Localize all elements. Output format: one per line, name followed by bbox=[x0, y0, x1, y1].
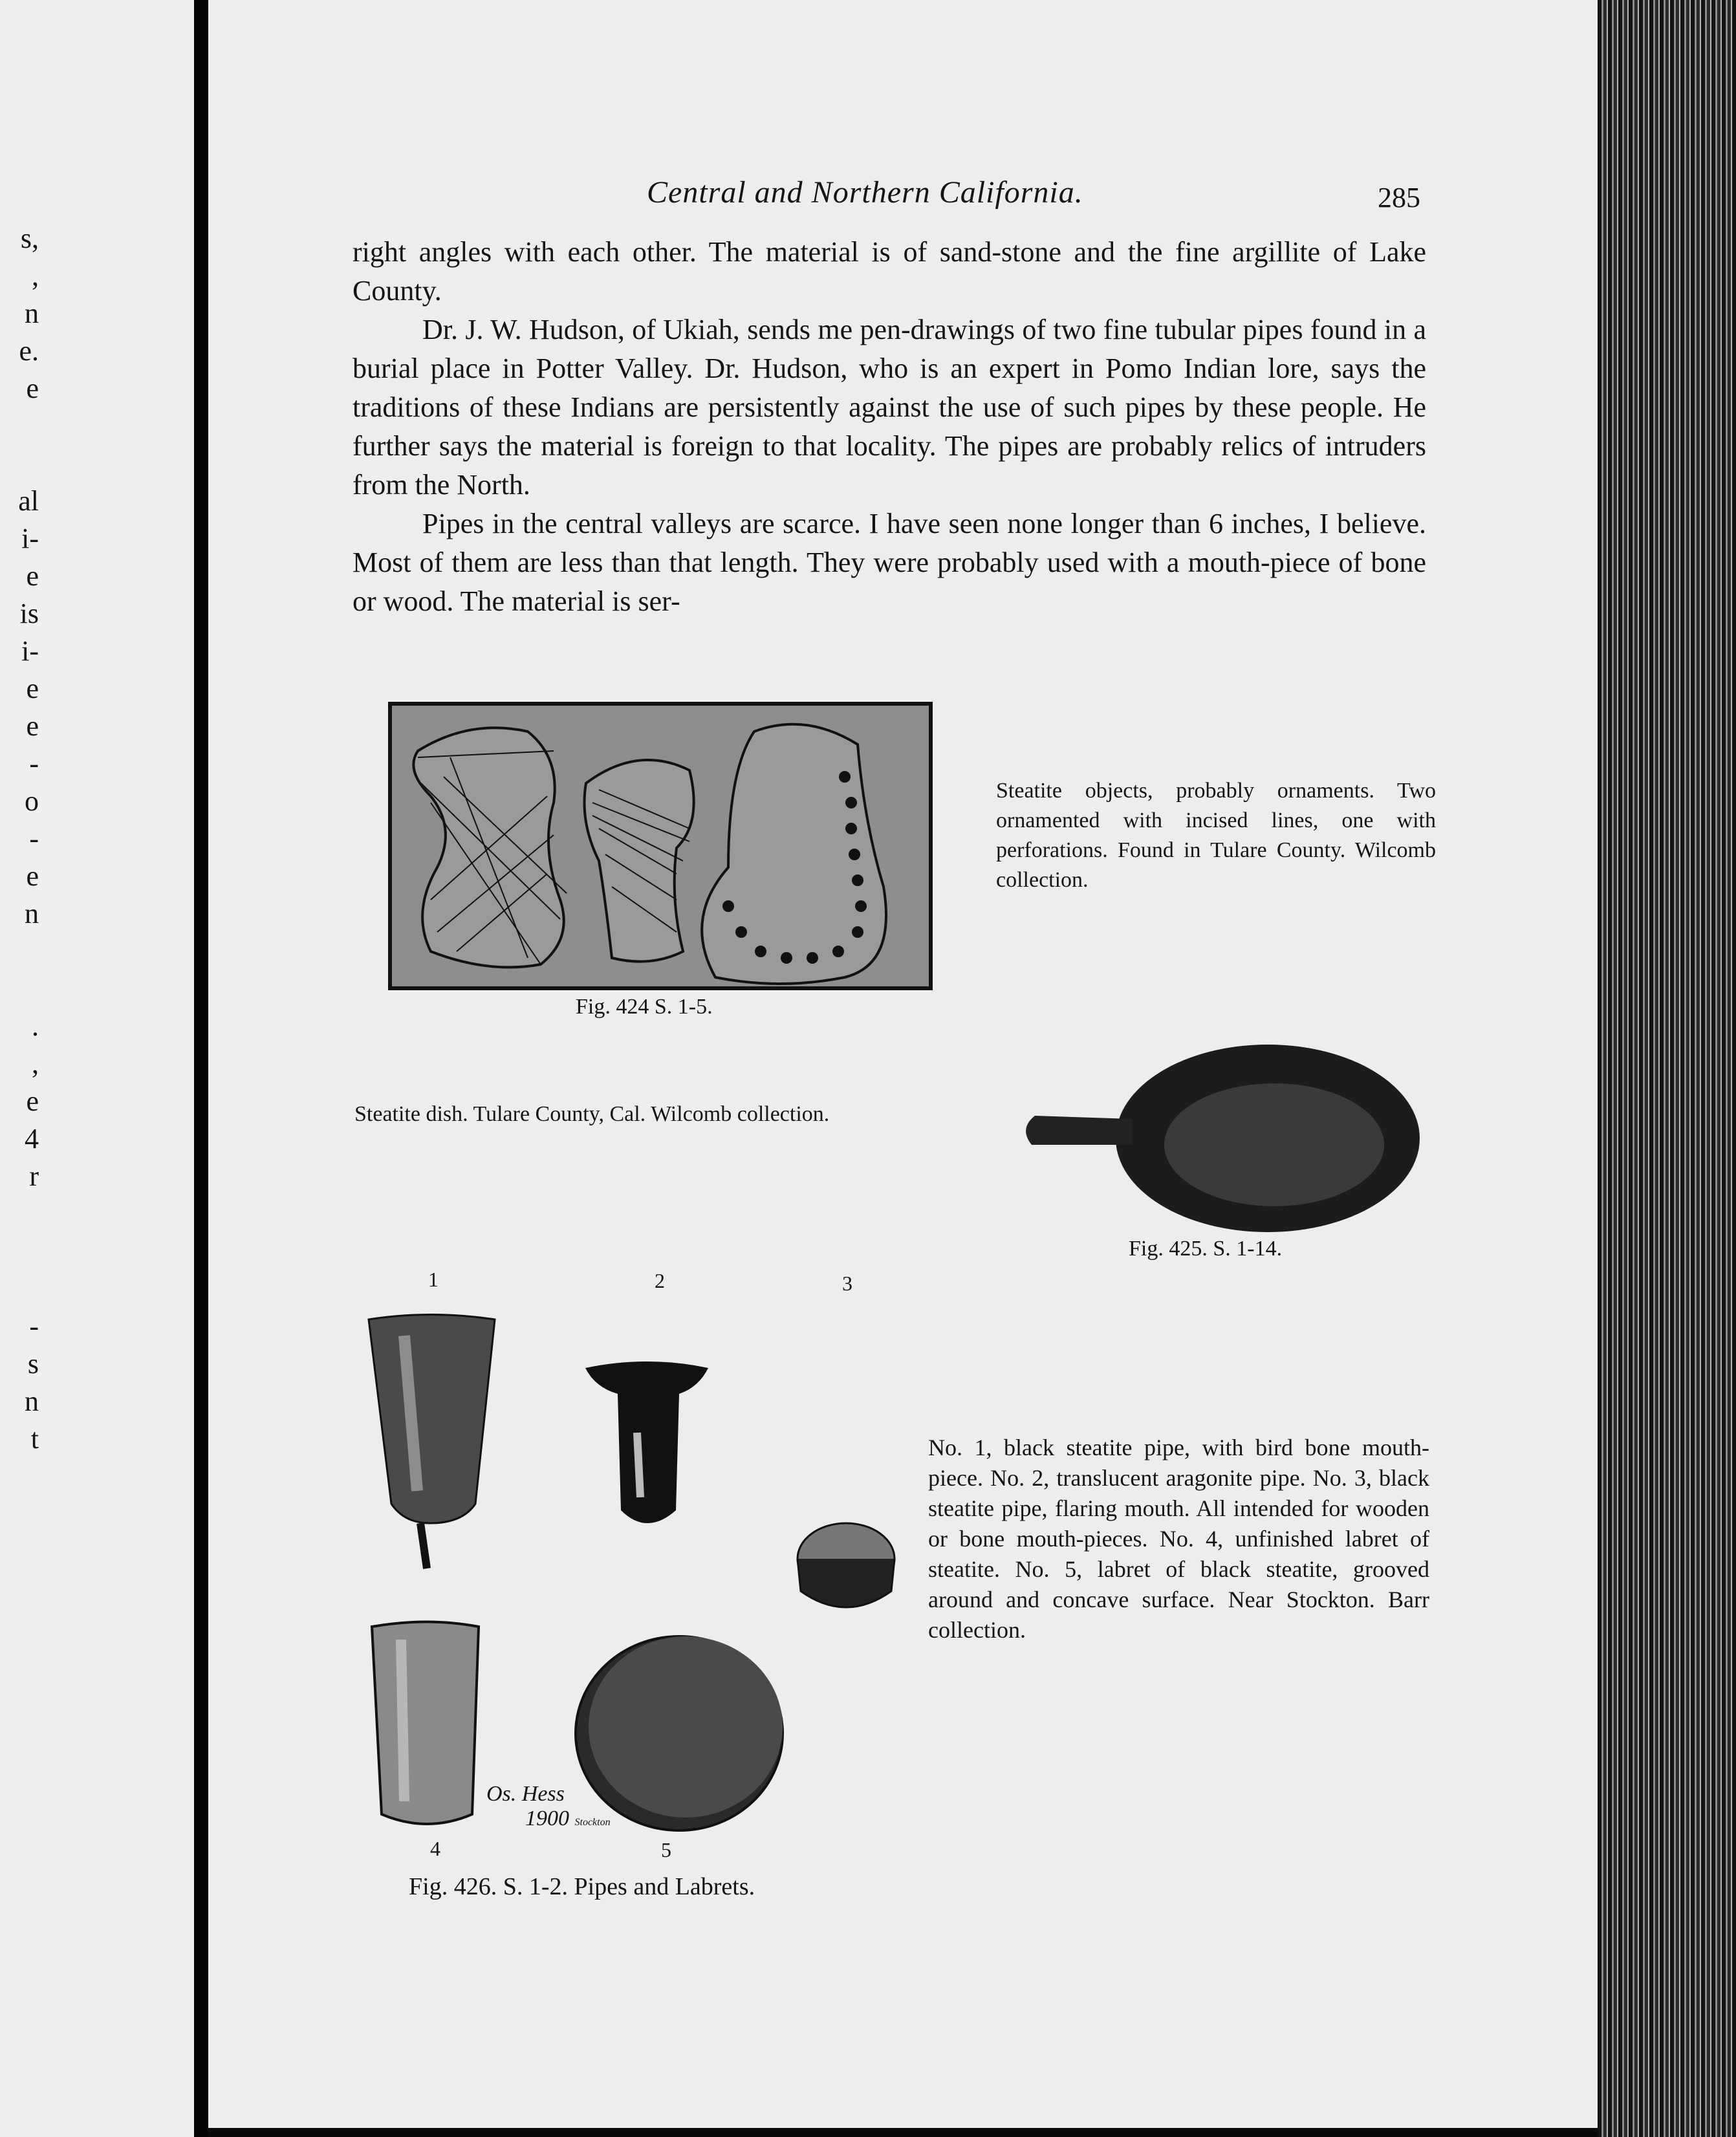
paragraph-2: Dr. J. W. Hudson, of Ukiah, sends me pen-drawings of two fine tubular pipes found in a burial place in Potter Valley. Dr. Hudson, who is an expert in Pomo Indian lore, says the traditions of these Indians are persistently against the use of such pipes by these people. He further says the material is foreign to that locality. The pipes are probably relics of intruders from the North. bbox=[353, 314, 1426, 501]
left-fragment-line: e. bbox=[19, 335, 39, 367]
left-fragment-line: s, bbox=[20, 222, 39, 254]
left-fragment-line: - bbox=[29, 1310, 39, 1342]
left-fragment-line: e bbox=[26, 1085, 39, 1117]
paragraph-1: right angles with each other. The material is of sand-stone and the fine argillite of Lake County. bbox=[353, 236, 1426, 307]
artist-signature: Os. Hess 1900 Stockton bbox=[486, 1782, 611, 1830]
body-text bbox=[353, 233, 1426, 621]
pipe-3-image bbox=[794, 1520, 898, 1627]
left-fragment-line bbox=[0, 1195, 39, 1233]
left-fragment-line: s bbox=[27, 1348, 39, 1380]
left-fragment-line: i- bbox=[21, 523, 39, 554]
left-fragment-line: e bbox=[26, 560, 39, 592]
left-fragment-line: n bbox=[25, 1385, 39, 1417]
fig-425-image bbox=[1015, 1035, 1429, 1245]
pipe-2-image bbox=[582, 1355, 711, 1539]
fig-425-label: Fig. 425. S. 1-14. bbox=[1129, 1237, 1283, 1261]
page-edges bbox=[1598, 0, 1736, 2137]
item-number-3: 3 bbox=[842, 1272, 852, 1295]
left-fragment-line: e bbox=[26, 860, 39, 892]
item-number-2: 2 bbox=[655, 1269, 665, 1292]
left-fragment-line: - bbox=[29, 823, 39, 854]
left-fragment-line: e bbox=[26, 710, 39, 742]
page-number: 285 bbox=[1378, 182, 1420, 213]
left-fragment-line bbox=[0, 445, 39, 483]
left-fragment-line: is bbox=[19, 598, 39, 629]
steatite-dish-illustration bbox=[1015, 1035, 1429, 1242]
left-fragment-line: , bbox=[32, 1048, 39, 1079]
fig-424-label: Fig. 424 S. 1-5. bbox=[576, 995, 713, 1019]
left-fragment-line: , bbox=[32, 260, 39, 292]
fig-426-label: Fig. 426. S. 1-2. Pipes and Labrets. bbox=[409, 1873, 755, 1900]
left-fragment-line: r bbox=[29, 1160, 39, 1192]
left-fragment-line bbox=[0, 970, 39, 1008]
left-fragment-line bbox=[0, 933, 39, 970]
left-fragment-line: e bbox=[26, 673, 39, 704]
fig-426-caption: No. 1, black steatite pipe, with bird bone mouth-piece. No. 2, translucent aragonite pipe. No. 3, black steatite pipe, flaring mouth. All intended for wooden or bone mouth-pieces. No. 4, unfinished labret of steatite. No. 5, labret of black steatite, grooved around and concave surface. Near Stockton. Barr collection. bbox=[928, 1435, 1429, 1643]
fig-424-caption: Steatite objects, probably ornaments. Two ornamented with incised lines, one with perforations. Found in Tulare County. Wilcomb collection. bbox=[996, 779, 1436, 892]
paragraph-3: Pipes in the central valleys are scarce. I have seen none longer than 6 inches, I believe. Most of them are less than that length. They were probably used with a mouth-piece of bone or wood. The material is ser- bbox=[353, 508, 1426, 617]
fig-424-image bbox=[388, 702, 933, 990]
left-fragment-line: - bbox=[29, 748, 39, 779]
book-gutter bbox=[194, 0, 208, 2137]
steatite-ornaments-illustration bbox=[392, 706, 929, 986]
item-number-4: 4 bbox=[430, 1837, 440, 1860]
pipe-1-image bbox=[365, 1310, 501, 1585]
left-fragment-line: i- bbox=[21, 635, 39, 667]
left-fragment-line: e bbox=[26, 373, 39, 404]
left-fragment-line: n bbox=[25, 298, 39, 329]
left-fragment-line: o bbox=[25, 785, 39, 817]
item-number-1: 1 bbox=[428, 1268, 439, 1291]
labret-4-image bbox=[369, 1620, 482, 1837]
left-fragment-line: n bbox=[25, 898, 39, 929]
left-fragment-line bbox=[0, 1270, 39, 1308]
left-fragment-line bbox=[0, 1233, 39, 1270]
item-number-5: 5 bbox=[661, 1838, 671, 1861]
left-fragment-line: t bbox=[30, 1423, 39, 1455]
left-fragment-line: 4 bbox=[25, 1123, 39, 1155]
left-fragment-line bbox=[0, 407, 39, 445]
left-fragment-line: al bbox=[18, 485, 39, 517]
running-title: Central and Northern California. bbox=[647, 175, 1083, 210]
fig-425-caption: Steatite dish. Tulare County, Cal. Wilcomb collection. bbox=[354, 1102, 830, 1126]
left-page-text-fragment bbox=[0, 220, 39, 1458]
left-fragment-line: . bbox=[32, 1010, 39, 1042]
